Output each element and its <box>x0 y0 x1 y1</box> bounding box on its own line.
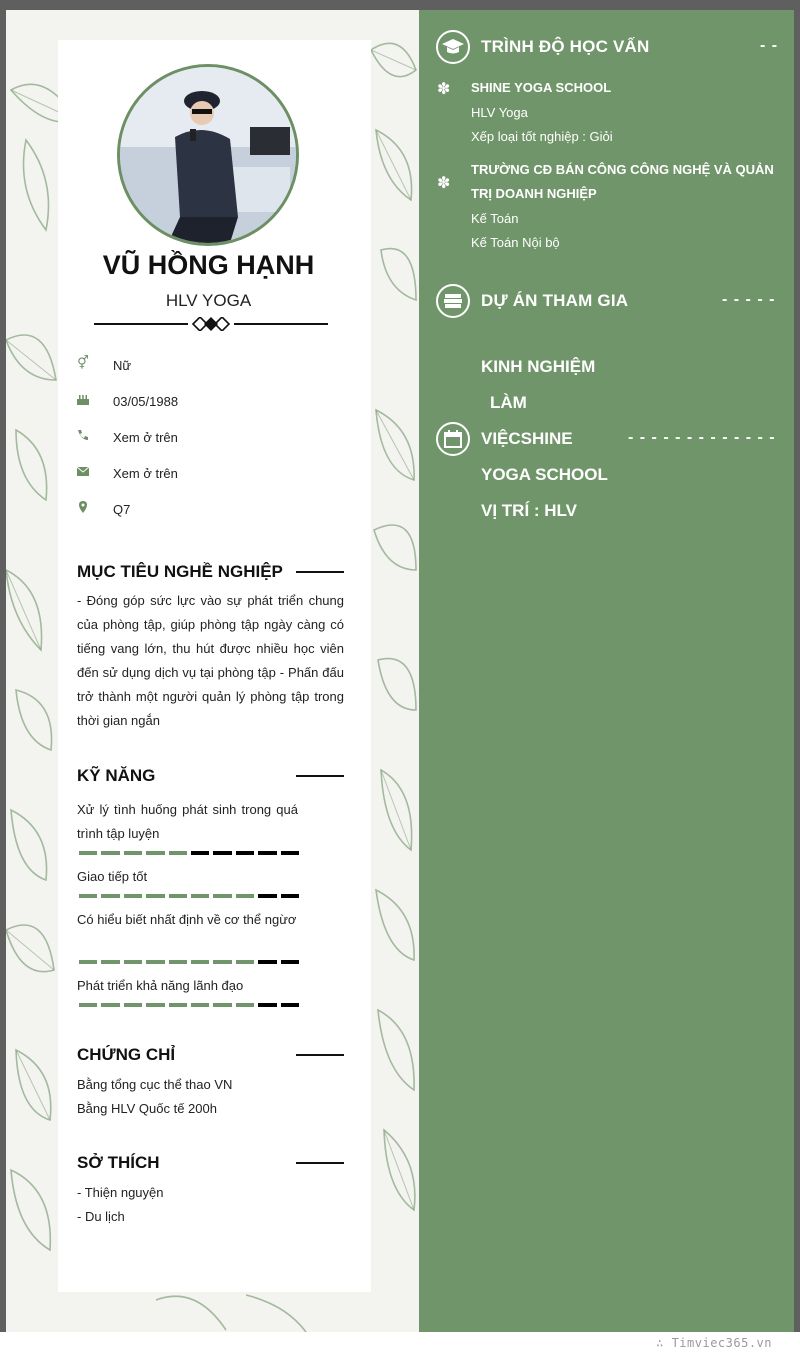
skill-segment-empty <box>281 894 299 898</box>
skill-segment-filled <box>79 1003 97 1007</box>
certificates-title: CHỨNG CHỈ <box>77 1045 176 1064</box>
info-gender <box>76 355 346 378</box>
skill-segment-empty <box>236 851 254 855</box>
skill-segment-filled <box>146 894 164 898</box>
candidate-role: HLV YOGA <box>165 291 252 310</box>
skill-segment-filled <box>213 960 231 964</box>
skill-segment-filled <box>213 894 231 898</box>
skill-segment-empty <box>258 960 276 964</box>
skill-segment-filled <box>169 960 187 964</box>
info-email <box>76 466 346 486</box>
calendar-icon <box>436 422 470 456</box>
email-value: Xem ở trên <box>113 466 178 481</box>
hobby-item: - Thiện nguyện <box>77 1185 164 1200</box>
skill-segment-filled <box>191 960 209 964</box>
skill-segment-filled <box>236 960 254 964</box>
objective-title-line <box>296 571 344 573</box>
projects-title: DỰ ÁN THAM GIA <box>481 291 629 310</box>
skill-name: Phát triển khả năng lãnh đạo <box>77 978 244 993</box>
skills-title: KỸ NĂNG <box>77 766 156 785</box>
hobbies-title-line <box>296 1162 344 1164</box>
experience-title-line: LÀM <box>490 393 527 412</box>
skill-segment-filled <box>79 894 97 898</box>
skill-segment-filled <box>236 894 254 898</box>
info-location <box>76 502 346 522</box>
birthday-cake-icon <box>76 392 90 406</box>
skill-segment-filled <box>124 960 142 964</box>
email-icon <box>76 464 90 478</box>
avatar-photo <box>120 67 296 243</box>
skill-segment-filled <box>169 1003 187 1007</box>
experience-title-line: VỊ TRÍ : HLV <box>481 501 578 520</box>
skill-segment-empty <box>281 851 299 855</box>
clover-bullet-icon: ✽ <box>437 81 451 98</box>
skill-name: Có hiểu biết nhất định về cơ thể ngừơ <box>77 912 297 927</box>
skill-segment-empty <box>213 851 231 855</box>
avatar <box>117 64 299 246</box>
phone-icon <box>76 428 90 442</box>
skill-segment-filled <box>236 1003 254 1007</box>
birthday-value: 03/05/1988 <box>113 394 179 409</box>
gender-icon: ⚥ <box>77 355 89 370</box>
skill-segment-empty <box>258 894 276 898</box>
graduation-cap-icon <box>436 30 470 64</box>
skill-segment-filled <box>101 1003 119 1007</box>
skill-segment-filled <box>79 960 97 964</box>
skill-segment-filled <box>124 851 142 855</box>
candidate-name: VŨ HỒNG HẠNH <box>102 250 315 280</box>
school-detail: Kế Toán Nội bộ <box>471 235 560 250</box>
right-green-column <box>419 10 794 1332</box>
hobby-item: - Du lịch <box>77 1209 125 1224</box>
skill-segment-filled <box>191 1003 209 1007</box>
skill-bar <box>79 960 299 964</box>
school-name: TRƯỜNG CĐ BÁN CÔNG CÔNG NGHỆ VÀ QUẢN TRỊ DOANH NGHIỆP <box>471 162 774 201</box>
skill-segment-empty <box>258 1003 276 1007</box>
certificate-item: Bằng tổng cục thể thao VN <box>77 1077 233 1092</box>
objective-title: MỤC TIÊU NGHỀ NGHIỆP <box>77 562 283 581</box>
info-birthday <box>76 394 346 414</box>
skill-bar <box>79 851 299 855</box>
skill-bar <box>79 1003 299 1007</box>
skill-segment-filled <box>101 851 119 855</box>
skill-segment-filled <box>169 894 187 898</box>
skill-segment-filled <box>79 851 97 855</box>
skill-segment-empty <box>281 1003 299 1007</box>
education-dash: - - <box>760 37 779 54</box>
gender-value: Nữ <box>113 358 132 373</box>
education-title: TRÌNH ĐỘ HỌC VẤN <box>481 37 650 56</box>
skill-segment-empty <box>258 851 276 855</box>
skill-name: Xử lý tình huống phát sinh trong quá trình tập luyện <box>77 802 298 841</box>
location-pin-icon <box>76 500 90 514</box>
experience-dash: - - - - - - - - - - - - - <box>628 429 776 446</box>
hobbies-title: SỞ THÍCH <box>77 1153 160 1172</box>
skill-segment-filled <box>169 851 187 855</box>
skill-segment-filled <box>101 894 119 898</box>
skill-segment-filled <box>213 1003 231 1007</box>
skill-segment-empty <box>281 960 299 964</box>
skill-segment-filled <box>146 851 164 855</box>
projects-dash: - - - - - <box>722 291 776 308</box>
clover-bullet-icon: ✽ <box>437 175 451 192</box>
skill-name: Giao tiếp tốt <box>77 869 148 884</box>
location-value: Q7 <box>113 502 131 517</box>
name-divider-ornament <box>94 317 328 331</box>
certificates-title-line <box>296 1054 344 1056</box>
experience-title-line: KINH NGHIỆM <box>481 357 596 376</box>
skill-bar <box>79 894 299 898</box>
school-detail: Xếp loại tốt nghiệp : Giỏi <box>471 129 613 144</box>
experience-title-line: YOGA SCHOOL <box>481 465 608 484</box>
skill-segment-filled <box>191 894 209 898</box>
book-stack-icon <box>436 284 470 318</box>
experience-title-line: VIỆCSHINE <box>481 429 573 448</box>
school-detail: HLV Yoga <box>471 105 528 120</box>
skill-segment-filled <box>146 1003 164 1007</box>
skill-segment-filled <box>124 894 142 898</box>
school-name: SHINE YOGA SCHOOL <box>471 80 612 95</box>
phone-value: Xem ở trên <box>113 430 178 445</box>
skills-title-line <box>296 775 344 777</box>
objective-text: - Đóng góp sức lực vào sự phát triển chung của phòng tập, giúp phòng tập ngày càng có tiếng vang lớn, thu hút được nhiều học viên đến sử dụng dịch vụ tại phòng tập - Phấn đấu trở thành một người quản lý phòng tập trong thời gian ngắn <box>77 593 344 728</box>
school-detail: Kế Toán <box>471 211 519 226</box>
info-phone <box>76 430 346 450</box>
skill-segment-empty <box>191 851 209 855</box>
skill-segment-filled <box>124 1003 142 1007</box>
skill-segment-filled <box>146 960 164 964</box>
footer-watermark: ∴ Timviec365.vn <box>656 1336 772 1350</box>
skill-segment-filled <box>101 960 119 964</box>
certificate-item: Bằng HLV Quốc tế 200h <box>77 1101 217 1116</box>
